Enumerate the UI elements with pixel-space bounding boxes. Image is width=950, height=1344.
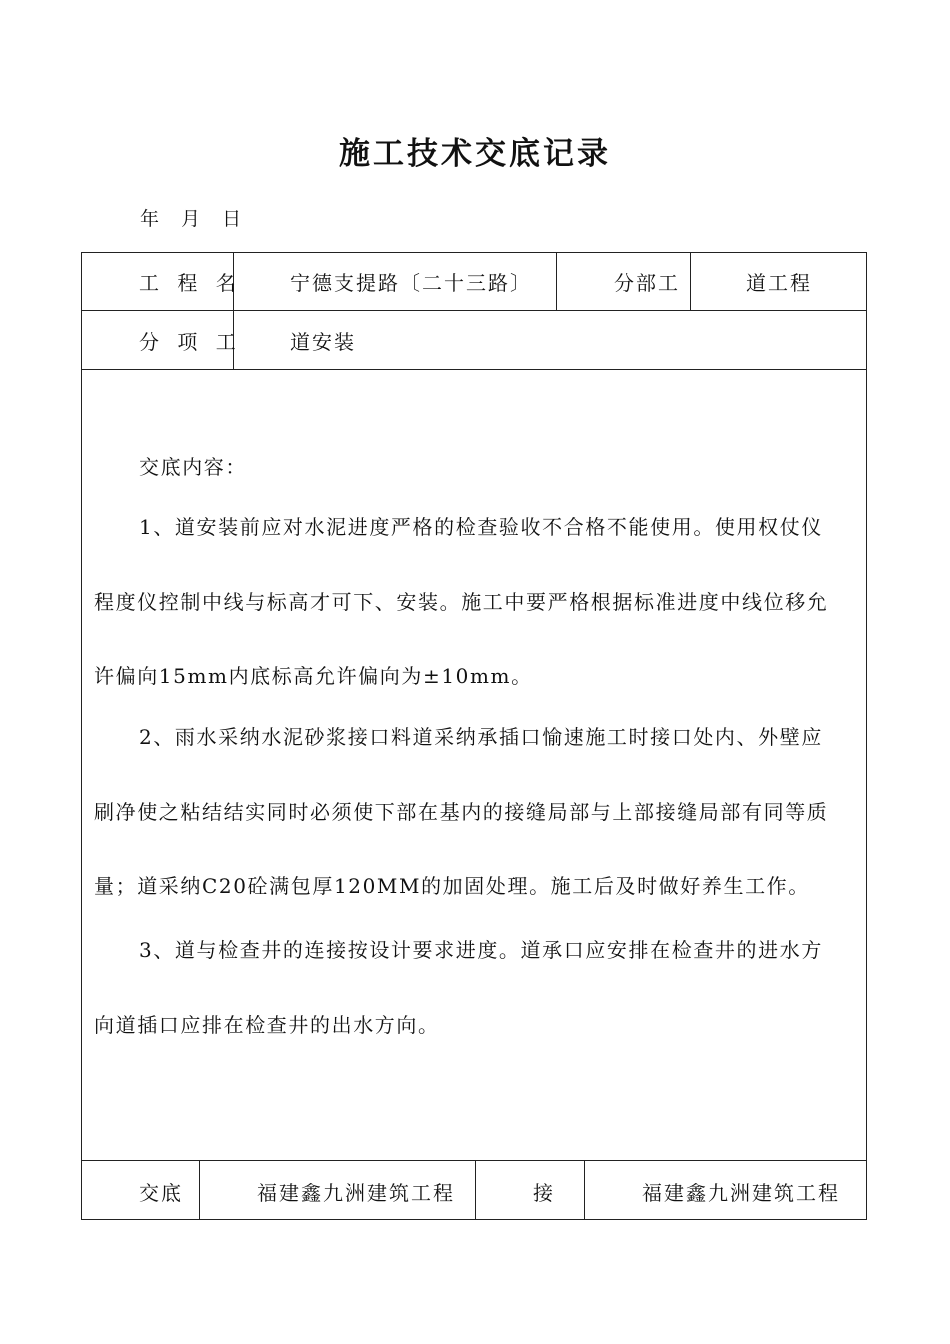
date-year: 年: [140, 208, 162, 230]
date-day: 日: [222, 208, 244, 230]
subitem-label: 分 项 工: [139, 330, 242, 354]
col-divider-footer-2: [475, 1160, 476, 1220]
content-line: 许偏向15mm内底标高允许偏向为±10mm。: [94, 664, 533, 688]
col-divider-header-3: [690, 252, 691, 311]
handover-label: 交底: [139, 1181, 183, 1205]
content-line: 量；道采纳C20砼满包厚120MM的加固处理。施工后及时做好养生工作。: [94, 874, 810, 898]
col-divider-header-2: [556, 252, 557, 311]
subitem-value: 道安装: [290, 330, 356, 354]
receive-label: 接: [533, 1181, 553, 1205]
col-divider-footer-3: [584, 1160, 585, 1220]
content-line: 1、道安装前应对水泥进度严格的检查验收不合格不能使用。使用权仗仪: [139, 515, 823, 539]
document-title: 施工技术交底记录: [339, 136, 611, 172]
content-line: 2、雨水采纳水泥砂浆接口料道采纳承插口愉速施工时接口处内、外壁应: [139, 725, 823, 749]
date-month: 月: [181, 208, 203, 230]
row-divider-2: [81, 369, 867, 370]
project-name-label: 工 程 名: [139, 271, 242, 295]
content-line: 刷净使之粘结结实同时必须使下部在基内的接缝局部与上部接缝局部有同等质: [94, 800, 829, 824]
row-divider-1: [81, 310, 867, 311]
content-heading: 交底内容：: [139, 455, 247, 479]
receive-value: 福建鑫九洲建筑工程: [642, 1181, 840, 1205]
division-value: 道工程: [746, 271, 812, 295]
content-line: 向道插口应排在检查井的出水方向。: [94, 1013, 440, 1037]
date-line: [140, 204, 255, 231]
division-label: 分部工: [614, 271, 680, 295]
project-name-value: 宁德支提路〔二十三路〕: [290, 271, 532, 295]
col-divider-footer-1: [199, 1160, 200, 1220]
handover-value: 福建鑫九洲建筑工程: [257, 1181, 455, 1205]
content-line: 程度仪控制中线与标高才可下、安装。施工中要严格根据标准进度中线位移允: [94, 590, 829, 614]
content-line: 3、道与检查井的连接按设计要求进度。道承口应安排在检查井的进水方: [139, 938, 823, 962]
